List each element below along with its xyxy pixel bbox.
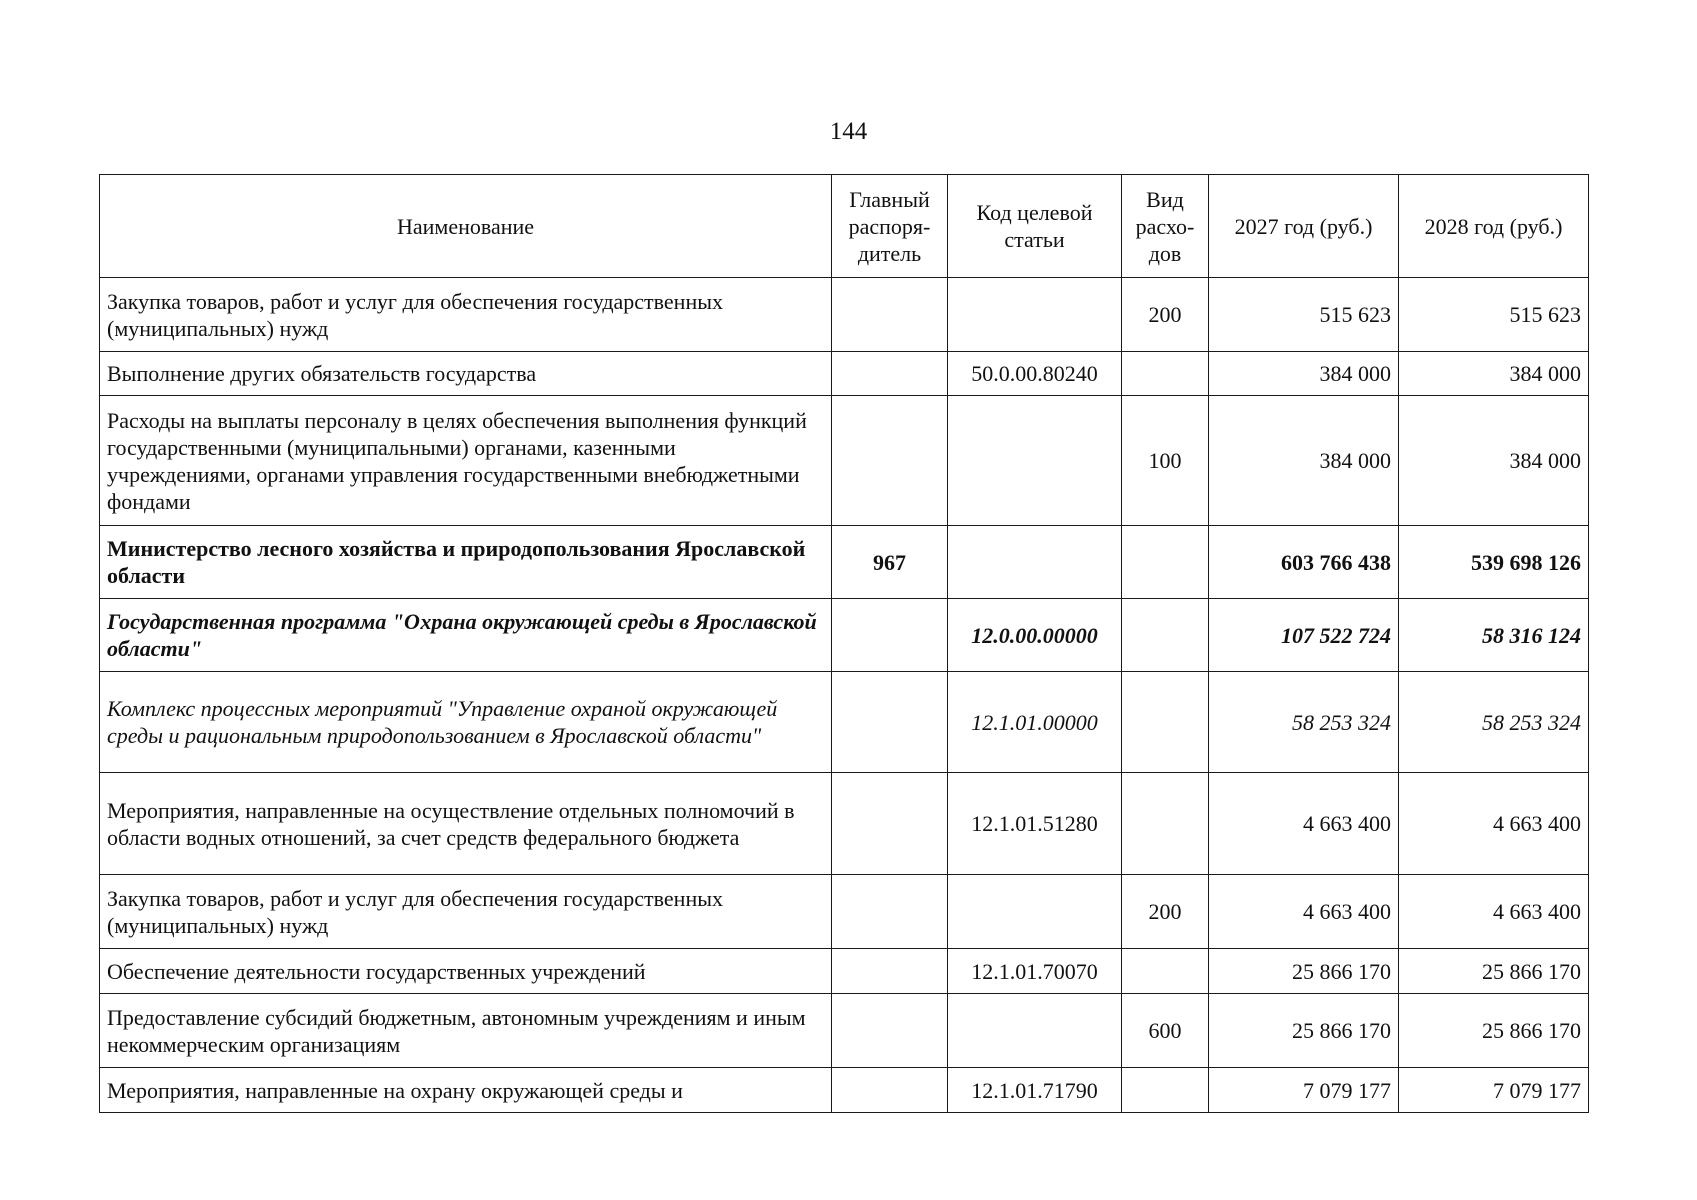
table-row bbox=[100, 875, 1589, 949]
cell-amount-2028: 384 000 bbox=[1399, 396, 1589, 526]
cell-expense-type: 100 bbox=[1122, 396, 1209, 526]
cell-name: Мероприятия, направленные на осуществление отдельных полномочий в области водных отношений, за счет средств федерального бюджета bbox=[100, 773, 832, 875]
cell-target-code bbox=[948, 526, 1122, 599]
cell-amount-2028: 25 866 170 bbox=[1399, 994, 1589, 1068]
cell-name: Министерство лесного хозяйства и природопользования Ярославской области bbox=[100, 526, 832, 599]
cell-name: Государственная программа "Охрана окружающей среды в Ярославской области" bbox=[100, 599, 832, 672]
table-row bbox=[100, 396, 1589, 526]
cell-name: Комплекс процессных мероприятий "Управление охраной окружающей среды и рациональным природопользованием в Ярославской области" bbox=[100, 672, 832, 773]
cell-main-manager bbox=[832, 1068, 948, 1113]
header-target-code: Код целевой статьи bbox=[948, 175, 1122, 278]
cell-amount-2028: 4 663 400 bbox=[1399, 875, 1589, 949]
cell-expense-type bbox=[1122, 599, 1209, 672]
cell-main-manager bbox=[832, 994, 948, 1068]
cell-target-code bbox=[948, 994, 1122, 1068]
cell-amount-2027: 107 522 724 bbox=[1209, 599, 1399, 672]
cell-main-manager bbox=[832, 396, 948, 526]
cell-amount-2028: 4 663 400 bbox=[1399, 773, 1589, 875]
cell-name: Обеспечение деятельности государственных учреждений bbox=[100, 949, 832, 994]
cell-amount-2028: 7 079 177 bbox=[1399, 1068, 1589, 1113]
cell-amount-2028: 25 866 170 bbox=[1399, 949, 1589, 994]
table-row bbox=[100, 773, 1589, 875]
cell-expense-type bbox=[1122, 352, 1209, 396]
cell-main-manager bbox=[832, 672, 948, 773]
cell-amount-2027: 58 253 324 bbox=[1209, 672, 1399, 773]
cell-name: Закупка товаров, работ и услуг для обеспечения государственных (муниципальных) нужд bbox=[100, 875, 832, 949]
cell-expense-type bbox=[1122, 1068, 1209, 1113]
cell-name: Предоставление субсидий бюджетным, автономным учреждениям и иным некоммерческим организациям bbox=[100, 994, 832, 1068]
cell-amount-2028: 539 698 126 bbox=[1399, 526, 1589, 599]
header-2027: 2027 год (руб.) bbox=[1209, 175, 1399, 278]
cell-expense-type: 600 bbox=[1122, 994, 1209, 1068]
cell-target-code: 50.0.00.80240 bbox=[948, 352, 1122, 396]
cell-expense-type bbox=[1122, 773, 1209, 875]
cell-amount-2028: 58 253 324 bbox=[1399, 672, 1589, 773]
table-row bbox=[100, 949, 1589, 994]
cell-target-code bbox=[948, 396, 1122, 526]
cell-amount-2027: 4 663 400 bbox=[1209, 773, 1399, 875]
cell-amount-2027: 25 866 170 bbox=[1209, 994, 1399, 1068]
cell-name: Расходы на выплаты персоналу в целях обеспечения выполнения функций государственными (муниципальными) органами, казенными учреждениями, органами управления государственными внебюджетными фондами bbox=[100, 396, 832, 526]
header-2028: 2028 год (руб.) bbox=[1399, 175, 1589, 278]
cell-main-manager bbox=[832, 352, 948, 396]
cell-target-code: 12.1.01.71790 bbox=[948, 1068, 1122, 1113]
cell-target-code bbox=[948, 278, 1122, 352]
cell-amount-2027: 603 766 438 bbox=[1209, 526, 1399, 599]
table-row bbox=[100, 352, 1589, 396]
cell-expense-type: 200 bbox=[1122, 278, 1209, 352]
table-row bbox=[100, 994, 1589, 1068]
cell-main-manager bbox=[832, 949, 948, 994]
cell-name: Выполнение других обязательств государства bbox=[100, 352, 832, 396]
cell-main-manager bbox=[832, 773, 948, 875]
cell-main-manager bbox=[832, 875, 948, 949]
cell-expense-type bbox=[1122, 949, 1209, 994]
cell-expense-type bbox=[1122, 672, 1209, 773]
cell-name: Мероприятия, направленные на охрану окружающей среды и bbox=[100, 1068, 832, 1113]
cell-amount-2028: 58 316 124 bbox=[1399, 599, 1589, 672]
cell-target-code: 12.1.01.51280 bbox=[948, 773, 1122, 875]
cell-amount-2027: 25 866 170 bbox=[1209, 949, 1399, 994]
cell-target-code: 12.1.01.00000 bbox=[948, 672, 1122, 773]
table-row bbox=[100, 599, 1589, 672]
cell-main-manager bbox=[832, 599, 948, 672]
cell-amount-2027: 515 623 bbox=[1209, 278, 1399, 352]
cell-amount-2027: 4 663 400 bbox=[1209, 875, 1399, 949]
table-row bbox=[100, 1068, 1589, 1113]
cell-amount-2027: 384 000 bbox=[1209, 396, 1399, 526]
cell-target-code bbox=[948, 875, 1122, 949]
table-row bbox=[100, 278, 1589, 352]
table-header-row bbox=[100, 175, 1589, 278]
cell-main-manager: 967 bbox=[832, 526, 948, 599]
cell-main-manager bbox=[832, 278, 948, 352]
cell-amount-2027: 384 000 bbox=[1209, 352, 1399, 396]
cell-expense-type: 200 bbox=[1122, 875, 1209, 949]
budget-table bbox=[99, 174, 1589, 1113]
page-number: 144 bbox=[829, 118, 868, 145]
cell-target-code: 12.1.01.70070 bbox=[948, 949, 1122, 994]
cell-name: Закупка товаров, работ и услуг для обеспечения государственных (муниципальных) нужд bbox=[100, 278, 832, 352]
table-row bbox=[100, 672, 1589, 773]
cell-expense-type bbox=[1122, 526, 1209, 599]
header-expense-type: Вид расхо-дов bbox=[1122, 175, 1209, 278]
cell-amount-2027: 7 079 177 bbox=[1209, 1068, 1399, 1113]
cell-amount-2028: 515 623 bbox=[1399, 278, 1589, 352]
cell-amount-2028: 384 000 bbox=[1399, 352, 1589, 396]
header-main-manager: Главный распоря-дитель bbox=[832, 175, 948, 278]
table-row bbox=[100, 526, 1589, 599]
header-name: Наименование bbox=[100, 175, 832, 278]
cell-target-code: 12.0.00.00000 bbox=[948, 599, 1122, 672]
